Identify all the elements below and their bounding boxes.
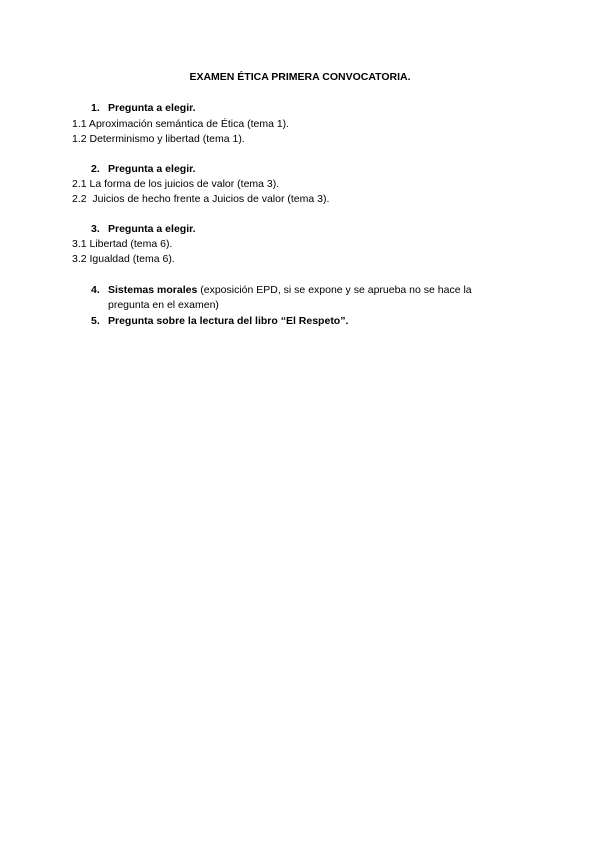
question-4 xyxy=(91,283,511,313)
question-2-option-2: 2.2 Juicios de hecho frente a Juicios de valor (tema 3). xyxy=(72,193,330,205)
question-3-title: Pregunta a elegir. xyxy=(108,223,196,235)
question-5 xyxy=(91,314,511,329)
question-4-bold-text: Sistemas morales xyxy=(108,284,198,296)
question-1-number: 1. xyxy=(91,102,100,114)
question-3-option-2: 3.2 Igualdad (tema 6). xyxy=(72,253,175,265)
question-4-body xyxy=(108,283,511,313)
question-2-option-1: 2.1 La forma de los juicios de valor (tema 3). xyxy=(72,178,280,190)
question-5-number: 5. xyxy=(91,315,100,327)
question-2-heading xyxy=(91,162,196,177)
page-title: EXAMEN ÉTICA PRIMERA CONVOCATORIA. xyxy=(189,71,411,83)
question-4-text: (exposición EPD, si se expone y se aprueba no se hace la pregunta en el examen) xyxy=(108,284,472,311)
question-1-option-1: 1.1 Aproximación semántica de Ética (tema 1). xyxy=(72,118,290,130)
question-5-bold-text: Pregunta sobre la lectura del libro “El Respeto”. xyxy=(108,315,349,327)
question-4-number: 4. xyxy=(91,284,100,296)
question-5-body xyxy=(108,314,511,329)
question-1-option-2: 1.2 Determinismo y libertad (tema 1). xyxy=(72,133,245,145)
question-1-title: Pregunta a elegir. xyxy=(108,102,196,114)
question-2-number: 2. xyxy=(91,163,100,175)
question-1-heading xyxy=(91,101,196,116)
question-3-heading xyxy=(91,222,196,237)
question-2-title: Pregunta a elegir. xyxy=(108,163,196,175)
question-3-number: 3. xyxy=(91,223,100,235)
question-3-option-1: 3.1 Libertad (tema 6). xyxy=(72,238,173,250)
